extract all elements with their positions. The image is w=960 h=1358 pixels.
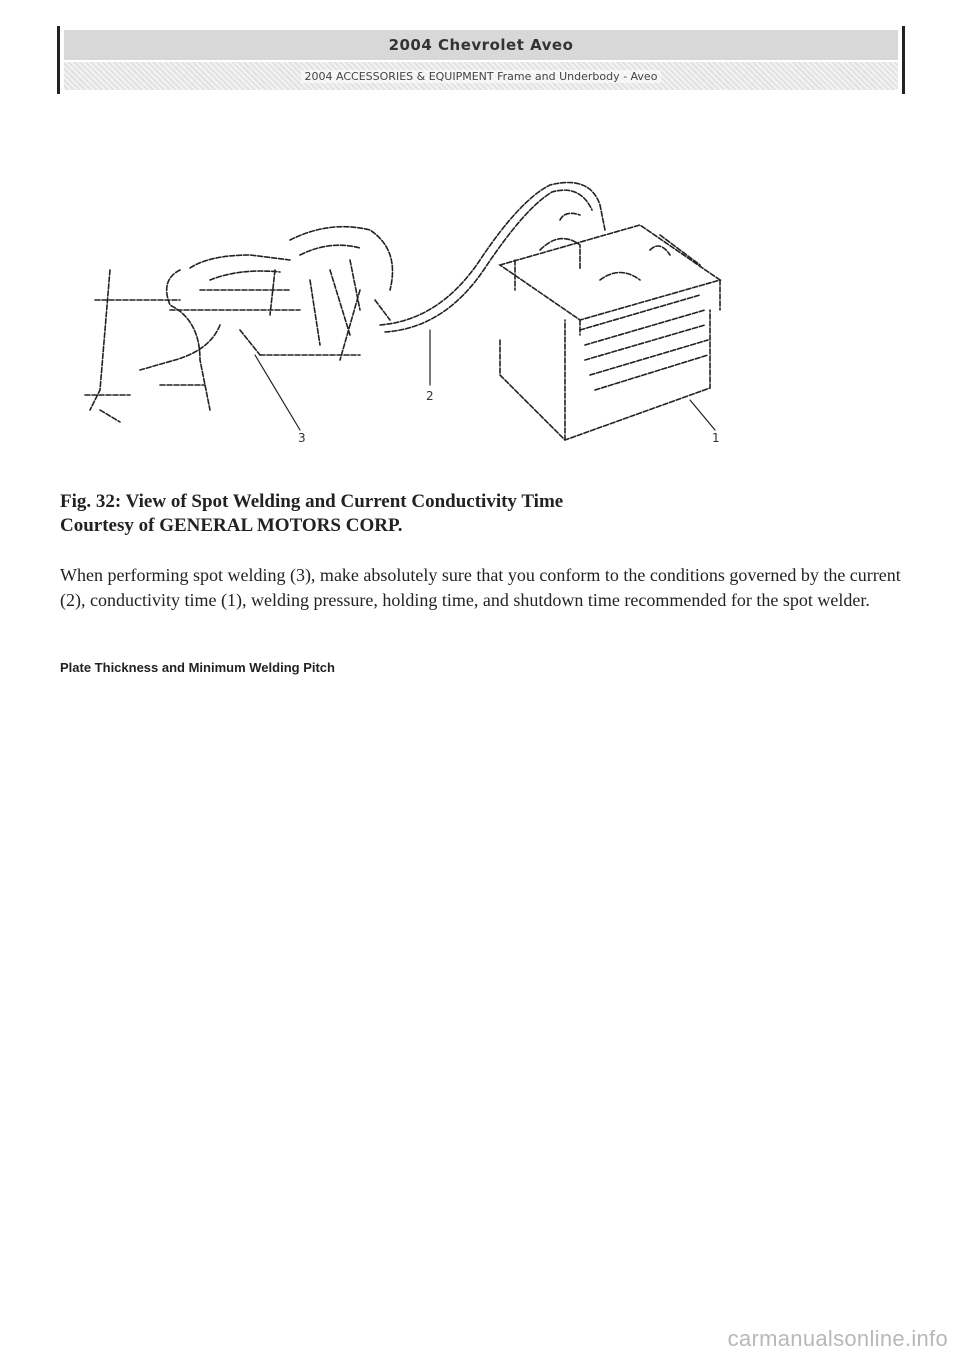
- header-subtitle-band: [64, 62, 898, 90]
- spot-welding-illustration: [60, 160, 750, 460]
- section-heading: Plate Thickness and Minimum Welding Pitch: [60, 660, 335, 675]
- figure-courtesy: Courtesy of GENERAL MOTORS CORP.: [60, 515, 403, 536]
- document-header: [57, 26, 905, 94]
- document-title: 2004 Chevrolet Aveo: [388, 36, 574, 54]
- welder-power-unit: [500, 225, 720, 440]
- callout-3: 3: [298, 431, 306, 445]
- figure-caption: Fig. 32: View of Spot Welding and Current Conductivity Time: [60, 491, 564, 512]
- header-title-band: [64, 30, 898, 60]
- site-watermark: carmanualsonline.info: [727, 1326, 948, 1351]
- body-paragraph: When performing spot welding (3), make absolutely sure that you conform to the conditions governed by the current (2), conductivity time (1), welding pressure, holding time, and shutdown time recommended for the spot welder.: [60, 565, 901, 610]
- welding-cable: [380, 183, 605, 333]
- document-subtitle: 2004 ACCESSORIES & EQUIPMENT Frame and Underbody - Aveo: [301, 70, 662, 83]
- callout-1: 1: [712, 431, 720, 445]
- spot-welder-gun: [85, 227, 393, 422]
- callout-leaders: [255, 330, 715, 430]
- callout-2: 2: [426, 389, 434, 403]
